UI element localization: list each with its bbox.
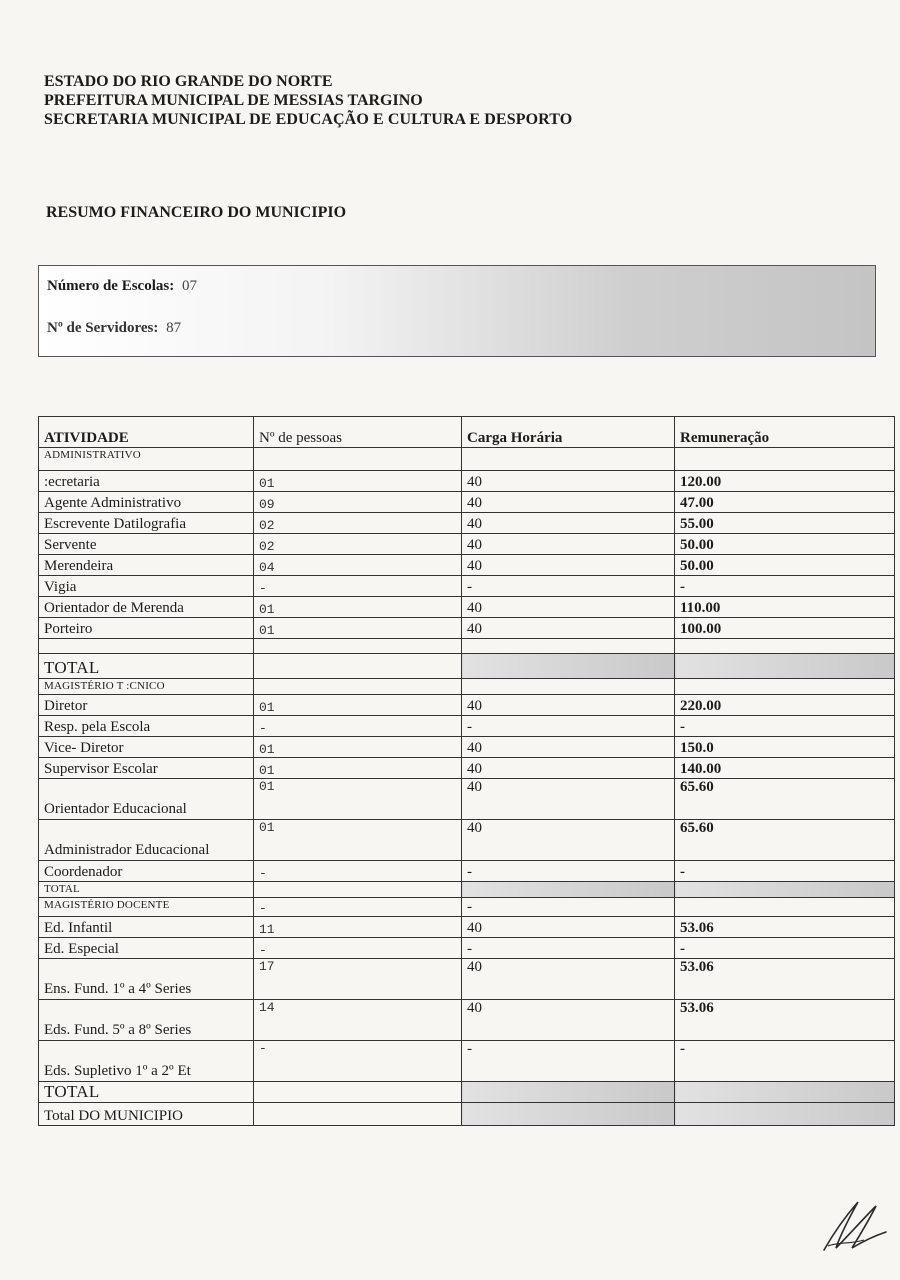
pessoas-cell: 02 <box>254 513 462 534</box>
col-carga: Carga Horária <box>462 417 675 448</box>
remuneracao-cell: 55.00 <box>675 513 895 534</box>
escolas-row <box>47 278 197 295</box>
remuneracao-cell: 65.60 <box>675 820 895 861</box>
pessoas-cell: 01 <box>254 779 462 820</box>
table-row <box>39 938 895 959</box>
section-docente-label: MAGISTÉRIO DOCENTE <box>39 898 254 917</box>
empty-cell <box>254 448 462 471</box>
remuneracao-cell: - <box>675 861 895 882</box>
empty-cell <box>462 448 675 471</box>
pessoas-cell: 04 <box>254 555 462 576</box>
remuneracao-cell: 100.00 <box>675 618 895 639</box>
total-municipio-label: Total DO MUNICIPIO <box>39 1103 254 1126</box>
activity-cell: Vice- Diretor <box>39 737 254 758</box>
carga-cell: 40 <box>462 618 675 639</box>
pessoas-cell: 17 <box>254 959 462 1000</box>
carga-cell: - <box>462 861 675 882</box>
activity-cell: Servente <box>39 534 254 555</box>
remuneracao-cell: 53.06 <box>675 1000 895 1041</box>
table-row <box>39 597 895 618</box>
remuneracao-cell: 53.06 <box>675 959 895 1000</box>
carga-cell: 40 <box>462 820 675 861</box>
activity-cell: Coordenador <box>39 861 254 882</box>
carga-cell: 40 <box>462 513 675 534</box>
table-row <box>39 471 895 492</box>
section-tecnico-label: MAGISTÉRIO T :CNICO <box>39 679 254 695</box>
escolas-label: Número de Escolas: <box>47 278 175 294</box>
activity-cell: Orientador Educacional <box>39 779 254 820</box>
activity-cell: Diretor <box>39 695 254 716</box>
activity-cell: Supervisor Escolar <box>39 758 254 779</box>
servidores-value: 87 <box>166 320 182 336</box>
pessoas-cell: - <box>254 938 462 959</box>
activity-cell: Orientador de Merenda <box>39 597 254 618</box>
empty-cell <box>675 448 895 471</box>
activity-cell: Administrador Educacional <box>39 820 254 861</box>
table-row <box>39 492 895 513</box>
remuneracao-cell: 50.00 <box>675 534 895 555</box>
empty-cell <box>254 679 462 695</box>
remuneracao-cell: - <box>675 576 895 597</box>
carga-cell: - <box>462 1041 675 1082</box>
remuneracao-cell: 120.00 <box>675 471 895 492</box>
remuneracao-cell: 220.00 <box>675 695 895 716</box>
pessoas-cell: 01 <box>254 597 462 618</box>
document-title: RESUMO FINANCEIRO DO MUNICIPIO <box>46 204 347 221</box>
empty-cell <box>462 1103 675 1126</box>
remuneracao-cell: 65.60 <box>675 779 895 820</box>
total-municipio-row <box>39 1103 895 1126</box>
escolas-value: 07 <box>181 278 197 294</box>
table-row <box>39 534 895 555</box>
table-header-row <box>39 417 895 448</box>
blank-row <box>39 639 895 654</box>
table-row <box>39 618 895 639</box>
header-prefeitura: PREFEITURA MUNICIPAL DE MESSIAS TARGINO <box>44 92 423 109</box>
remuneracao-cell: 47.00 <box>675 492 895 513</box>
empty-cell <box>462 654 675 679</box>
activity-cell: Merendeira <box>39 555 254 576</box>
activity-cell: Eds. Fund. 5º a 8º Series <box>39 1000 254 1041</box>
activity-cell: Ed. Especial <box>39 938 254 959</box>
carga-cell: 40 <box>462 1000 675 1041</box>
remuneracao-cell: - <box>675 716 895 737</box>
table-row <box>39 695 895 716</box>
remuneracao-cell: - <box>675 1041 895 1082</box>
activity-cell: Escrevente Datilografia <box>39 513 254 534</box>
remuneracao-cell: 150.0 <box>675 737 895 758</box>
carga-cell: - <box>462 938 675 959</box>
activity-cell: :ecretaria <box>39 471 254 492</box>
table-row <box>39 1041 895 1082</box>
carga-cell: - <box>462 576 675 597</box>
empty-cell <box>675 679 895 695</box>
table-row <box>39 779 895 820</box>
empty-cell <box>675 654 895 679</box>
empty-cell <box>462 1082 675 1103</box>
carga-cell: - <box>462 716 675 737</box>
pessoas-cell: 01 <box>254 820 462 861</box>
total-tecnico-row <box>39 882 895 898</box>
servidores-row <box>47 320 181 337</box>
empty-cell <box>462 882 675 898</box>
table-row <box>39 737 895 758</box>
empty-cell <box>462 639 675 654</box>
remuneracao-cell: - <box>675 938 895 959</box>
pessoas-cell: - <box>254 898 462 917</box>
pessoas-cell: - <box>254 576 462 597</box>
table-row <box>39 917 895 938</box>
document-header <box>44 72 572 129</box>
total-tecnico-label: TOTAL <box>39 882 254 898</box>
pessoas-cell: 14 <box>254 1000 462 1041</box>
empty-cell <box>675 898 895 917</box>
total-docente-label: TOTAL <box>39 1082 254 1103</box>
table-row <box>39 1000 895 1041</box>
table-row <box>39 555 895 576</box>
table-row <box>39 716 895 737</box>
empty-cell <box>39 639 254 654</box>
pessoas-cell: - <box>254 716 462 737</box>
pessoas-cell: 01 <box>254 618 462 639</box>
activity-cell: Resp. pela Escola <box>39 716 254 737</box>
col-atividade: ATIVIDADE <box>39 417 254 448</box>
pessoas-cell: - <box>254 861 462 882</box>
remuneracao-cell: 50.00 <box>675 555 895 576</box>
activity-cell: Agente Administrativo <box>39 492 254 513</box>
servidores-label: Nº de Servidores: <box>47 320 159 336</box>
carga-cell: 40 <box>462 917 675 938</box>
empty-cell <box>675 1082 895 1103</box>
table-row <box>39 861 895 882</box>
carga-cell: 40 <box>462 534 675 555</box>
total-admin-row <box>39 654 895 679</box>
pessoas-cell: 01 <box>254 737 462 758</box>
empty-cell <box>675 882 895 898</box>
section-docente-row <box>39 898 895 917</box>
carga-cell: 40 <box>462 737 675 758</box>
section-admin-label: ADMINISTRATIVO <box>39 448 254 471</box>
total-admin-label: TOTAL <box>39 654 254 679</box>
pessoas-cell: 09 <box>254 492 462 513</box>
remuneracao-cell: 140.00 <box>675 758 895 779</box>
empty-cell <box>675 639 895 654</box>
empty-cell <box>254 639 462 654</box>
financial-table <box>38 416 895 1126</box>
col-pessoas: Nº de pessoas <box>254 417 462 448</box>
col-remuneracao: Remuneração <box>675 417 895 448</box>
empty-cell <box>675 1103 895 1126</box>
pessoas-cell: 01 <box>254 758 462 779</box>
activity-cell: Ens. Fund. 1º a 4º Series <box>39 959 254 1000</box>
carga-cell: 40 <box>462 597 675 618</box>
total-docente-row <box>39 1082 895 1103</box>
empty-cell <box>462 679 675 695</box>
header-secretaria: SECRETARIA MUNICIPAL DE EDUCAÇÃO E CULTURA E DESPORTO <box>44 111 573 128</box>
activity-cell: Porteiro <box>39 618 254 639</box>
table-row <box>39 758 895 779</box>
carga-cell: 40 <box>462 471 675 492</box>
section-tecnico-row <box>39 679 895 695</box>
carga-cell: 40 <box>462 555 675 576</box>
pessoas-cell: 01 <box>254 471 462 492</box>
remuneracao-cell: 53.06 <box>675 917 895 938</box>
table-row <box>39 576 895 597</box>
activity-cell: Vigia <box>39 576 254 597</box>
summary-box <box>38 265 876 357</box>
carga-cell: 40 <box>462 779 675 820</box>
carga-cell: 40 <box>462 492 675 513</box>
pessoas-cell: 02 <box>254 534 462 555</box>
activity-cell: Eds. Supletivo 1º a 2º Et <box>39 1041 254 1082</box>
carga-cell: 40 <box>462 959 675 1000</box>
table-row <box>39 959 895 1000</box>
carga-cell: - <box>462 898 675 917</box>
table-row <box>39 820 895 861</box>
carga-cell: 40 <box>462 758 675 779</box>
empty-cell <box>254 654 462 679</box>
remuneracao-cell: 110.00 <box>675 597 895 618</box>
activity-cell: Ed. Infantil <box>39 917 254 938</box>
empty-cell <box>254 1103 462 1126</box>
signature-icon <box>818 1196 890 1256</box>
pessoas-cell: 11 <box>254 917 462 938</box>
empty-cell <box>254 1082 462 1103</box>
empty-cell <box>254 882 462 898</box>
pessoas-cell: 01 <box>254 695 462 716</box>
carga-cell: 40 <box>462 695 675 716</box>
header-state: ESTADO DO RIO GRANDE DO NORTE <box>44 73 333 90</box>
table-row <box>39 513 895 534</box>
section-admin-row <box>39 448 895 471</box>
pessoas-cell: - <box>254 1041 462 1082</box>
